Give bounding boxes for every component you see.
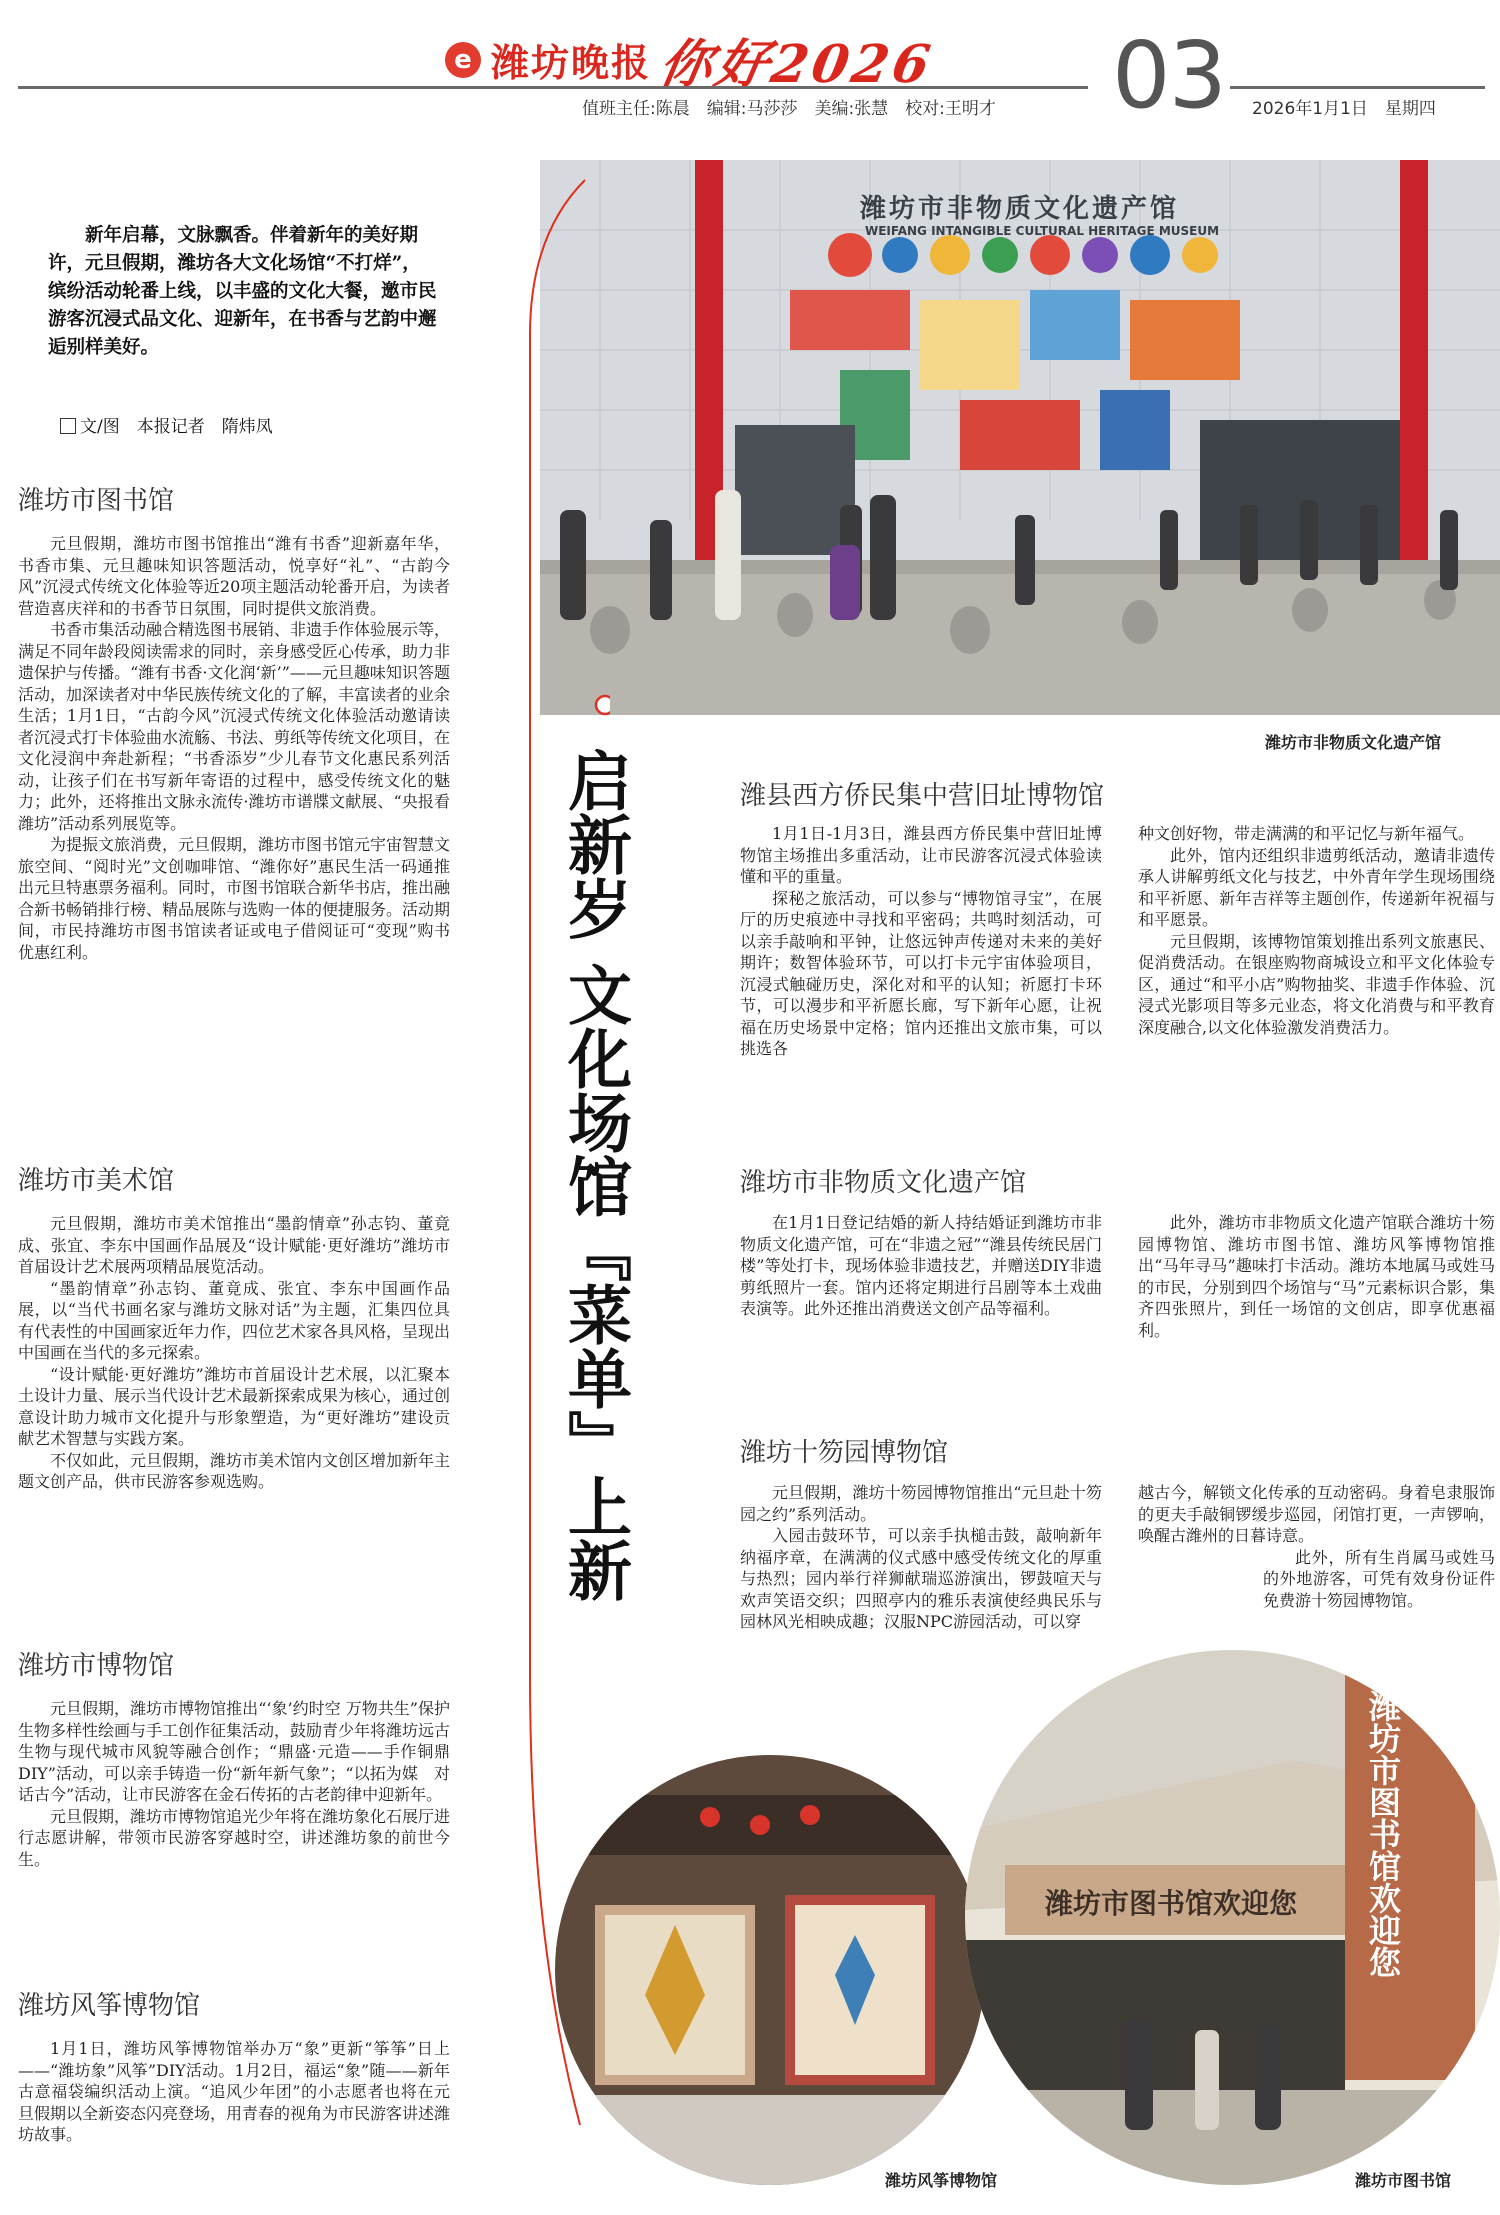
section-body xyxy=(18,1698,450,1870)
section-title: 潍坊市博物馆 xyxy=(18,1651,175,1681)
shihu-garden-col1 xyxy=(740,1482,1102,1633)
paragraph: 元旦假期，潍坊市美术馆推出“墨韵情章”孙志钧、董竟成、张宜、李东中国画作品展及“设计赋能·更好潍坊”潍坊市首届设计艺术展两项精品展览活动。 xyxy=(18,1214,450,1276)
byline xyxy=(60,412,273,437)
ich-museum-col1 xyxy=(740,1212,1102,1320)
paragraph: “墨韵情章”孙志钧、董竟成、张宜、李东中国画作品展，以“当代书画名家与潍坊文脉对话”为主题，汇集四位具有代表性的中国画家近年力作，四位艺术家各具风格，呈现出中国画在当代的多元探索。 xyxy=(18,1278,451,1362)
paragraph: 元旦假期，潍坊市图书馆推出“潍有书香”迎新嘉年华，书香市集、元旦趣味知识答题活动，悦享好“礼”、“古韵今风”沉浸式传统文化体验等近20项主题活动轮番开启，为读者营造喜庆祥和的书香节日氛围，同时提供文旅消费。 xyxy=(18,534,450,618)
paragraph: 探秘之旅活动，可以参与“博物馆寻宝”，在展厅的历史痕迹中寻找和平密码；共鸣时刻活动，可以亲手敲响和平钟，让悠远钟声传递对未来的美好期许；数智体验环节，可以打卡元宇宙体验项目，沉浸式触碰历史，深化对和平的认知；祈愿打卡环节，可以漫步和平祈愿长廊，写下新年心愿，让祝福在历史场景中定格；馆内还推出文旅市集，可以挑选各 xyxy=(740,888,1102,1058)
museum-photo-illustration xyxy=(540,160,1500,715)
section-body xyxy=(18,2038,450,2146)
greeting-title: 你好2026 xyxy=(654,34,939,95)
paragraph: 书香市集活动融合精选图书展销、非遗手作体验展示等，满足不同年龄段阅读需求的同时，亲身感受匠心传承，助力非遗保护与传播。“潍有书香·文化润‘新’”——元旦趣味知识答题活动，加深读者对中华民族传统文化的了解，丰富读者的业余生活；1月1日，“古韵今风”沉浸式传统文化体验活动邀请读者沉浸式打卡体验曲水流觞、书法、剪纸等传统文化项目，在文化浸润中奔赴新程；“书香添岁”少儿春节文化惠民系列活动，让孩子们在书写新年寄语的过程中，感受传统文化的魅力；此外，还将推出文脉永流传·潍坊市谱牒文献展、“央报看潍坊”活动系列展览等。 xyxy=(18,620,451,833)
camp-museum-col2 xyxy=(1138,823,1495,1038)
paragraph: 元旦假期，潍坊十笏园博物馆推出“元旦赴十笏园之约”系列活动。 xyxy=(740,1483,1102,1524)
paragraph: 为提振文旅消费，元旦假期，潍坊市图书馆元宇宙智慧文旅空间、“阅时光”文创咖啡馆、“潍你好”惠民生活一码通推出元旦特惠票务福利。同时，市图书馆联合新华书店，推出融合新书畅销排行榜、精品展陈与选购一体的便捷服务。活动期间，市民持潍坊市图书馆读者证或电子借阅证可“变现”购书优惠红利。 xyxy=(18,835,451,962)
paragraph: 越古今，解锁文化传承的互动密码。身着皂隶服饰的更夫手敲铜锣缓步巡园，闭馆打更，一声锣响，唤醒古潍州的日暮诗意。 xyxy=(1138,1483,1495,1545)
museum-sign-cn: 潍坊市非物质文化遗产馆 xyxy=(860,194,1180,224)
library-vertical-sign: 潍坊市图书馆欢迎您 xyxy=(1364,1690,1402,1978)
section-title-camp-museum: 潍县西方侨民集中营旧址博物馆 xyxy=(740,781,1105,811)
section-title: 潍坊风筝博物馆 xyxy=(18,1991,201,2021)
byline-text: 文/图 本报记者 隋炜凤 xyxy=(80,417,273,437)
staff-line: 值班主任:陈晨 编辑:马莎莎 美编:张慧 校对:王明才 xyxy=(582,99,996,119)
section-city-museum xyxy=(18,1645,450,1870)
section-title: 潍坊市图书馆 xyxy=(18,486,175,516)
section-title-ich-museum: 潍坊市非物质文化遗产馆 xyxy=(740,1168,1027,1198)
section-title-shihu-garden: 潍坊十笏园博物馆 xyxy=(740,1438,949,1468)
section-body xyxy=(18,533,450,963)
section-kite-museum xyxy=(18,1985,450,2146)
paragraph: 入园击鼓环节，可以亲手执槌击鼓，敲响新年纳福序章，在满满的仪式感中感受传统文化的厚重与热烈；园内举行祥狮献瑞巡游演出，锣鼓喧天与欢声笑语交织；四照亭内的雅乐表演使经典民乐与园林风光相映成趣；汉服NPC游园活动，可以穿 xyxy=(740,1526,1102,1631)
paragraph: 元旦假期，潍坊市博物馆追光少年将在潍坊象化石展厅进行志愿讲解，带领市民游客穿越时空，讲述潍坊象的前世今生。 xyxy=(18,1806,451,1869)
paragraph: 1月1日-1月3日，潍县西方侨民集中营旧址博物馆主场推出多重活动，让市民游客沉浸式体验读懂和平的重量。 xyxy=(740,824,1102,886)
shihu-garden-col2 xyxy=(1138,1482,1495,1611)
camp-museum-col1 xyxy=(740,823,1102,1060)
paragraph: 不仅如此，元旦假期，潍坊市美术馆内文创区增加新年主题文创产品，供市民游客参观选购。 xyxy=(18,1450,451,1491)
header-rule-right xyxy=(1230,86,1485,89)
paragraph: 1月1日，潍坊风筝博物馆举办万“象”更新“筝筝”日上——“潍坊象”风筝”DIY活动。1月2日，福运“象”随——新年古意福袋编织活动上演。“追风少年团”的小志愿者也将在元旦假期以全新姿态闪亮登场，用青春的视角为市民游客讲述潍坊故事。 xyxy=(18,2039,451,2144)
paragraph: 种文创好物，带走满满的和平记忆与新年福气。 xyxy=(1138,824,1475,843)
museum-sign-en: WEIFANG INTANGIBLE CULTURAL HERITAGE MUSEUM xyxy=(865,224,1220,238)
kite-museum-caption: 潍坊风筝博物馆 xyxy=(885,2171,998,2190)
section-art-museum xyxy=(18,1160,450,1493)
kite-museum-illustration xyxy=(555,1755,985,2185)
paragraph: “设计赋能·更好潍坊”潍坊市首届设计艺术展，以汇聚本土设计力量、展示当代设计艺术最新探索成果为核心，通过创意设计助力城市文化提升与形象塑造，为“更好潍坊”建设贡献艺术智慧与实践方案。 xyxy=(18,1364,451,1448)
kite-museum-photo xyxy=(555,1755,985,2185)
lead-paragraph: 新年启幕，文脉飘香。伴着新年的美好期许，元旦假期，潍坊各大文化场馆“不打烊”，缤纷活动轮番上线，以丰盛的文化大餐，邀市民游客沉浸式品文化、迎新年，在书香与艺韵中邂逅别样美好。 xyxy=(48,225,437,358)
header-rule xyxy=(18,86,1088,89)
library-sign: 潍坊市图书馆欢迎您 xyxy=(1045,1887,1298,1920)
paper-name: 潍坊晚报 xyxy=(491,41,652,85)
page-number: 03 xyxy=(1112,22,1226,129)
library-photo xyxy=(965,1650,1500,2185)
section-title: 潍坊市美术馆 xyxy=(18,1166,175,1196)
paper-logo-icon: e xyxy=(445,42,481,78)
paragraph: 在1月1日登记结婚的新人持结婚证到潍坊市非物质文化遗产馆，可在“非遗之冠”“潍县传统民居门楼”等处打卡，现场体验非遗技艺，并赠送DIY非遗剪纸照片一套。馆内还将定期进行吕剧等本土戏曲表演等。此外还推出消费送文创产品等福利。 xyxy=(740,1213,1102,1318)
paragraph: 此外，馆内还组织非遗剪纸活动，邀请非遗传承人讲解剪纸文化与技艺，中外青年学生现场围绕和平祈愿、新年吉祥等主题创作，传递新年祝福与和平愿景。 xyxy=(1138,845,1495,929)
paragraph: 元旦假期，潍坊市博物馆推出“‘象’约时空 万物共生”保护生物多样性绘画与手工创作征集活动，鼓励青少年将潍坊远古生物与现代城市风貌等融合创作；“鼎盛·元造——手作铜鼎DIY”活动，可以亲手铸造一份“新年新气象”；“以拓为媒 对话古今”活动，让市民游客在金石传拓的古老韵律中迎新年。 xyxy=(18,1699,451,1804)
library-caption: 潍坊市图书馆 xyxy=(1355,2171,1452,2190)
section-body xyxy=(18,1213,450,1493)
byline-box-icon xyxy=(60,418,76,434)
paragraph: 此外，潍坊市非物质文化遗产馆联合潍坊十笏园博物馆、潍坊市图书馆、潍坊风筝博物馆推出“马年寻马”趣味打卡活动。潍坊本地属马或姓马的市民，分别到四个场馆与“马”元素标识合影，集齐四张照片，到任一场馆的文创店，即享优惠福利。 xyxy=(1138,1213,1495,1340)
paragraph: 此外，所有生肖属马或姓马的外地游客，可凭有效身份证件免费游十笏园博物馆。 xyxy=(1263,1547,1495,1610)
ich-museum-col2 xyxy=(1138,1212,1495,1341)
main-photo-ich-museum xyxy=(540,160,1500,715)
issue-date: 2026年1月1日 星期四 xyxy=(1252,99,1436,119)
headline: 启新岁 文化场馆『菜单』上新 xyxy=(557,748,631,1603)
paragraph: 元旦假期，该博物馆策划推出系列文旅惠民、促消费活动。在银座购物商城设立和平文化体验专区，通过“和平小店”购物抽奖、非遗手作体验、沉浸式光影项目等多元业态，将文化消费与和平教育深度融合,以文化体验激发消费活力。 xyxy=(1138,931,1495,1037)
section-library xyxy=(18,480,450,963)
main-photo-caption: 潍坊市非物质文化遗产馆 xyxy=(1265,733,1442,752)
